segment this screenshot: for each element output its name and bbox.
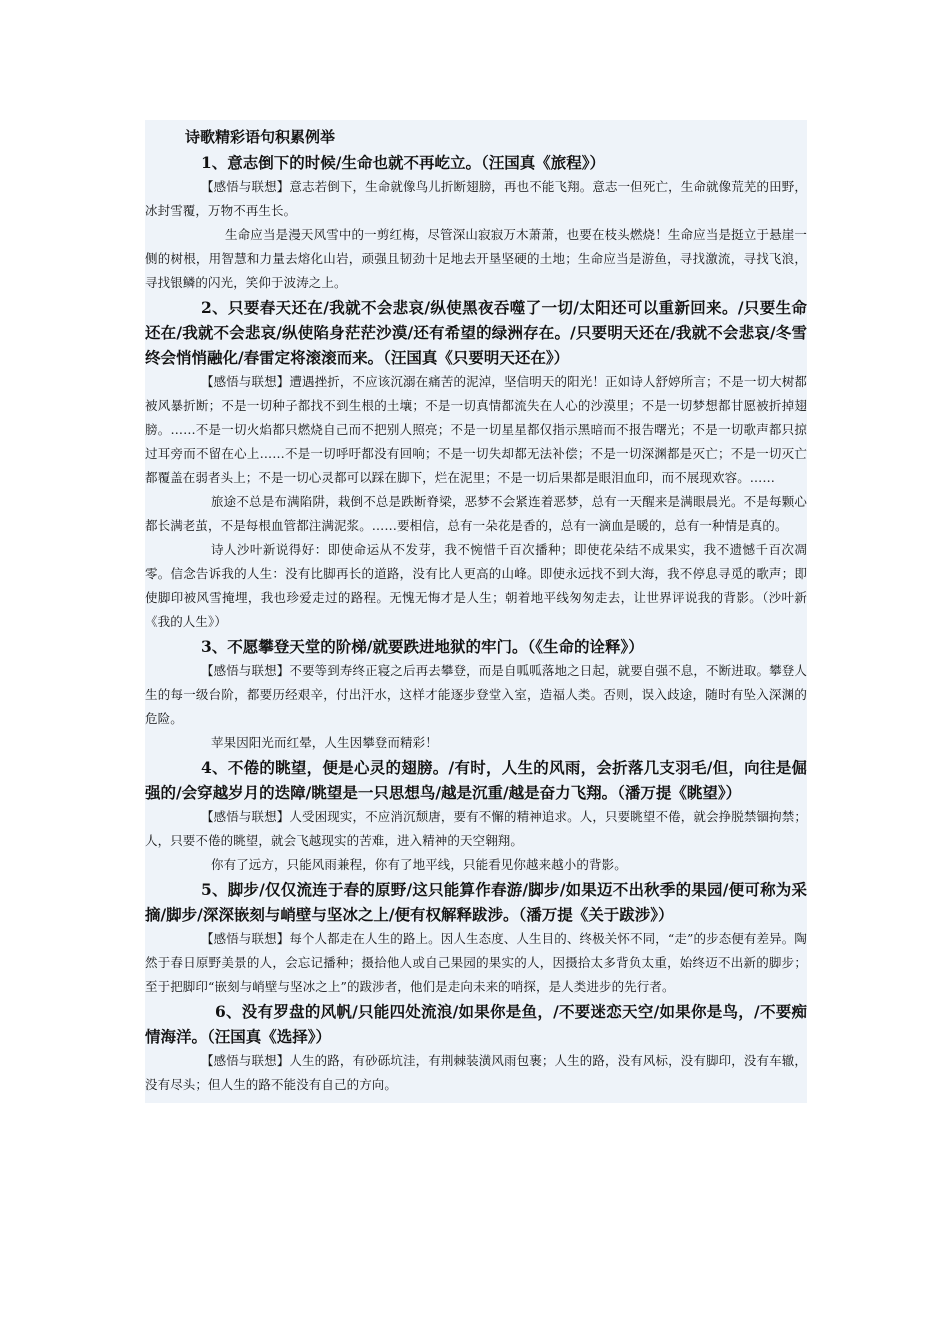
section-3-heading: 3、不愿攀登天堂的阶梯/就要跌进地狱的牢门。（《生命的诠释》） — [201, 637, 644, 656]
section-1-heading: 1、意志倒下的时候/生命也就不再屹立。（汪国真《旅程》） — [201, 153, 605, 172]
section-6-paragraph: 【感悟与联想】人生的路，有砂砾坑洼，有荆棘装潢风雨包裹；人生的路，没有风标，没有脚印，没有车辙，没有尽头；但人生的路不能没有自己的方向。 — [145, 1053, 807, 1092]
section-5-heading: 5、脚步/仅仅流连于春的原野/这只能算作春游/脚步/如果迈不出秋季的果园/便可称为采摘/脚步/深深嵌刻与峭壁与坚冰之上/便有权解释跋涉。（潘万提《关于跋涉》） — [145, 880, 807, 924]
section-3-paragraph: 【感悟与联想】不要等到寿终正寝之后再去攀登，而是自呱呱落地之日起，就要自强不息，不断进取。攀登人生的每一级台阶，都要历经艰辛，付出汗水，这样才能逐步登堂入室，造福人类。否则，误入歧途，随时有坠入深渊的危险。 — [145, 663, 807, 726]
section-2-paragraph: 旅途不总是布满陷阱，栽倒不总是跌断脊梁，恶梦不会紧连着恶梦，总有一天醒来是满眼晨光。不是每颗心都长满老茧，不是每根血管都注满泥浆。……要相信，总有一朵花是香的，总有一滴血是暖的，总有一种情是真的。 — [145, 494, 807, 533]
section-1-paragraph: 【感悟与联想】意志若倒下，生命就像鸟儿折断翅膀，再也不能飞翔。意志一但死亡，生命就像荒芜的田野，冰封雪覆，万物不再生长。 — [145, 179, 807, 218]
section-4-heading: 4、不倦的眺望，便是心灵的翅膀。/有时，人生的风雨，会折落几支羽毛/但，向往是倔强的/会穿越岁月的迭障/眺望是一只思想鸟/越是沉重/越是奋力飞翔。（潘万提《眺望》） — [145, 758, 807, 802]
section-1-paragraph: 生命应当是漫天风雪中的一剪红梅，尽管深山寂寂万木萧萧，也要在枝头燃烧！生命应当是挺立于悬崖一侧的树根，用智慧和力量去熔化山岩，顽强且韧劲十足地去开垦坚硬的土地；生命应当是游鱼，寻找激流，寻找飞浪，寻找银鳞的闪光，笑仰于波涛之上。 — [145, 227, 807, 290]
document-page — [145, 120, 807, 1103]
section-5-paragraph: 【感悟与联想】每个人都走在人生的路上。因人生态度、人生目的、终极关怀不同，“走”的步态便有差异。陶然于春日原野美景的人，会忘记播种；摄拾他人或自己果园的果实的人，因摄拾太多背负太重，始终迈不出新的脚步；至于把脚印“嵌刻与峭壁与坚冰之上”的跋涉者，他们是走向未来的哨探，是人类进步的先行者。 — [145, 931, 807, 994]
section-2-paragraph: 诗人沙叶新说得好：即使命运从不发芽，我不惋惜千百次播种；即使花朵结不成果实，我不遗憾千百次凋零。信念告诉我的人生：没有比脚再长的道路，没有比人更高的山峰。即使永远找不到大海，我不停息寻觅的歌声；即使脚印被风雪掩埋，我也珍爱走过的路程。无愧无悔才是人生；朝着地平线匆匆走去，让世界评说我的背影。（沙叶新《我的人生》） — [145, 542, 807, 629]
section-4-paragraph: 你有了远方，只能风雨兼程，你有了地平线，只能看见你越来越小的背影。 — [211, 857, 627, 872]
section-2-paragraph: 【感悟与联想】遭遇挫折，不应该沉溺在痛苦的泥淖，坚信明天的阳光！正如诗人舒婷所言；不是一切大树都被风暴折断；不是一切种子都找不到生根的土壤；不是一切真情都流失在人心的沙漠里；不是一切梦想都甘愿被折掉翅膀。……不是一切火焰都只燃烧自己而不把别人照亮；不是一切星星都仅指示黑暗而不报告曙光；不是一切歌声都只掠过耳旁而不留在心上……不是一切呼吁都没有回响；不是一切失却都无法补偿；不是一切深渊都是灭亡；不是一切灭亡都覆盖在弱者头上；不是一切心灵都可以踩在脚下，烂在泥里；不是一切后果都是眼泪血印，而不展现欢容。…… — [145, 374, 807, 485]
section-3-paragraph: 苹果因阳光而红晕，人生因攀登而精彩！ — [211, 735, 438, 750]
document-title: 诗歌精彩语句积累例举 — [185, 128, 336, 146]
section-2-heading: 2、只要春天还在/我就不会悲哀/纵使黑夜吞噬了一切/太阳还可以重新回来。/只要生命还在/我就不会悲哀/纵使陷身茫茫沙漠/还有希望的绿洲存在。/只要明天还在/我就不会悲哀/冬雪终会悄悄融化/春雷定将滚滚而来。（汪国真《只要明天还在》） — [145, 298, 807, 367]
section-6-heading: 6、没有罗盘的风帆/只能四处流浪/如果你是鱼，/不要迷恋天空/如果你是鸟，/不要痴情海洋。（汪国真《选择》） — [145, 1002, 807, 1046]
section-4-paragraph: 【感悟与联想】人受困现实，不应消沉颓唐，要有不懈的精神追求。人，只要眺望不倦，就会挣脱禁锢拘禁；人，只要不倦的眺望，就会飞越现实的苦难，进入精神的天空翱翔。 — [145, 809, 807, 848]
